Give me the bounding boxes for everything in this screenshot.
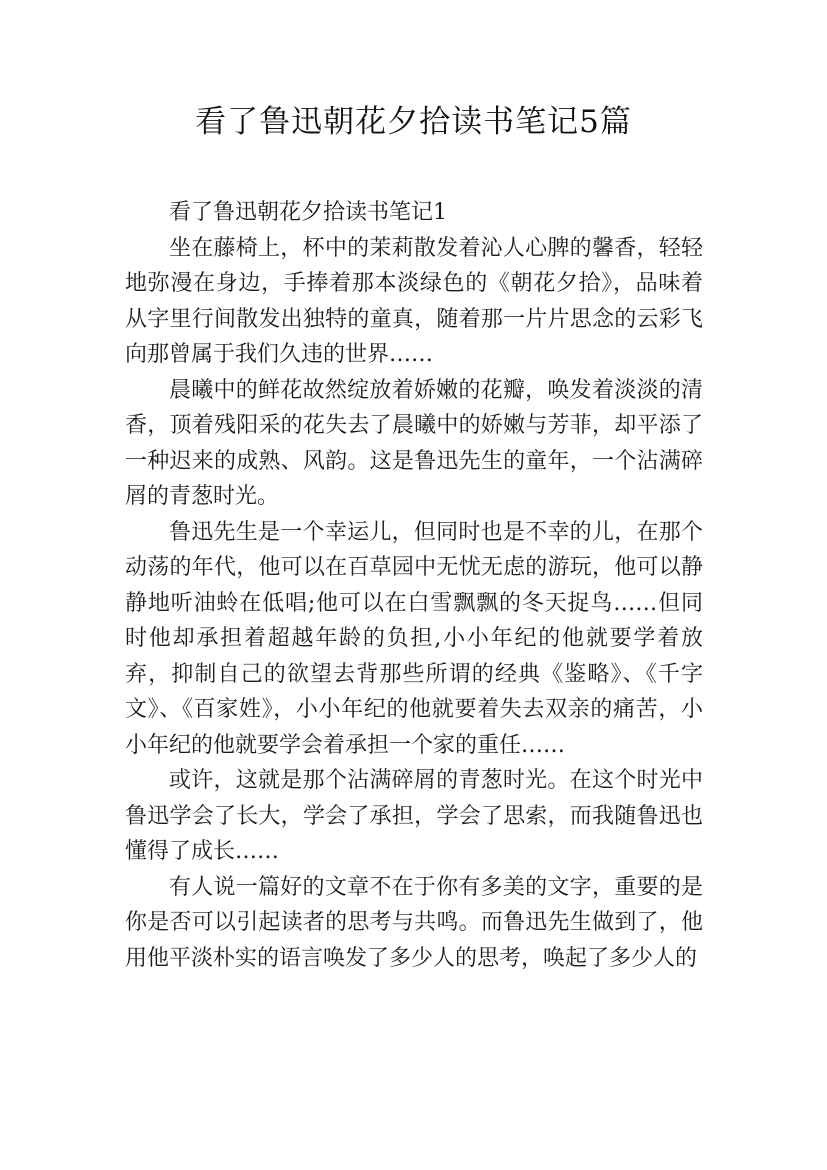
document-title: 看了鲁迅朝花夕拾读书笔记5篇 xyxy=(195,104,632,140)
paragraph: 鲁迅先生是一个幸运儿，但同时也是不幸的儿，在那个动荡的年代，他可以在百草园中无忧无虑的游玩，他可以静静地听油蛉在低唱;他可以在白雪飘飘的冬天捉鸟……但同时他却承担着超越年龄的负担,小小年纪的他就要学着放弃，抑制自己的欲望去背那些所谓的经典《鉴略》、《千字文》、《百家姓》，小小年纪的他就要着失去双亲的痛苦，小小年纪的他就要学会着承担一个家的重任…… xyxy=(125,519,703,758)
paragraph: 或许，这就是那个沾满碎屑的青葱时光。在这个时光中鲁迅学会了长大，学会了承担，学会了思索，而我随鲁迅也懂得了成长…… xyxy=(125,768,703,864)
paragraph: 晨曦中的鲜花故然绽放着娇嫩的花瓣，唤发着淡淡的清香，顶着残阳采的花失去了晨曦中的娇嫩与芳菲，却平添了一种迟来的成熟、风韵。这是鲁迅先生的童年，一个沾满碎屑的青葱时光。 xyxy=(125,377,703,509)
document-body xyxy=(125,195,703,976)
paragraph: 有人说一篇好的文章不在于你有多美的文字，重要的是你是否可以引起读者的思考与共鸣。而鲁迅先生做到了，他用他平淡朴实的语言唤发了多少人的思考，唤起了多少人的 xyxy=(125,874,703,971)
paragraph: 坐在藤椅上，杯中的茉莉散发着沁人心脾的馨香，轻轻地弥漫在身边，手捧着那本淡绿色的《朝花夕拾》，品味着从字里行间散发出独特的童真，随着那一片片思念的云彩飞向那曾属于我们久违的世界…… xyxy=(125,235,703,367)
section-heading: 看了鲁迅朝花夕拾读书笔记1 xyxy=(169,200,447,225)
